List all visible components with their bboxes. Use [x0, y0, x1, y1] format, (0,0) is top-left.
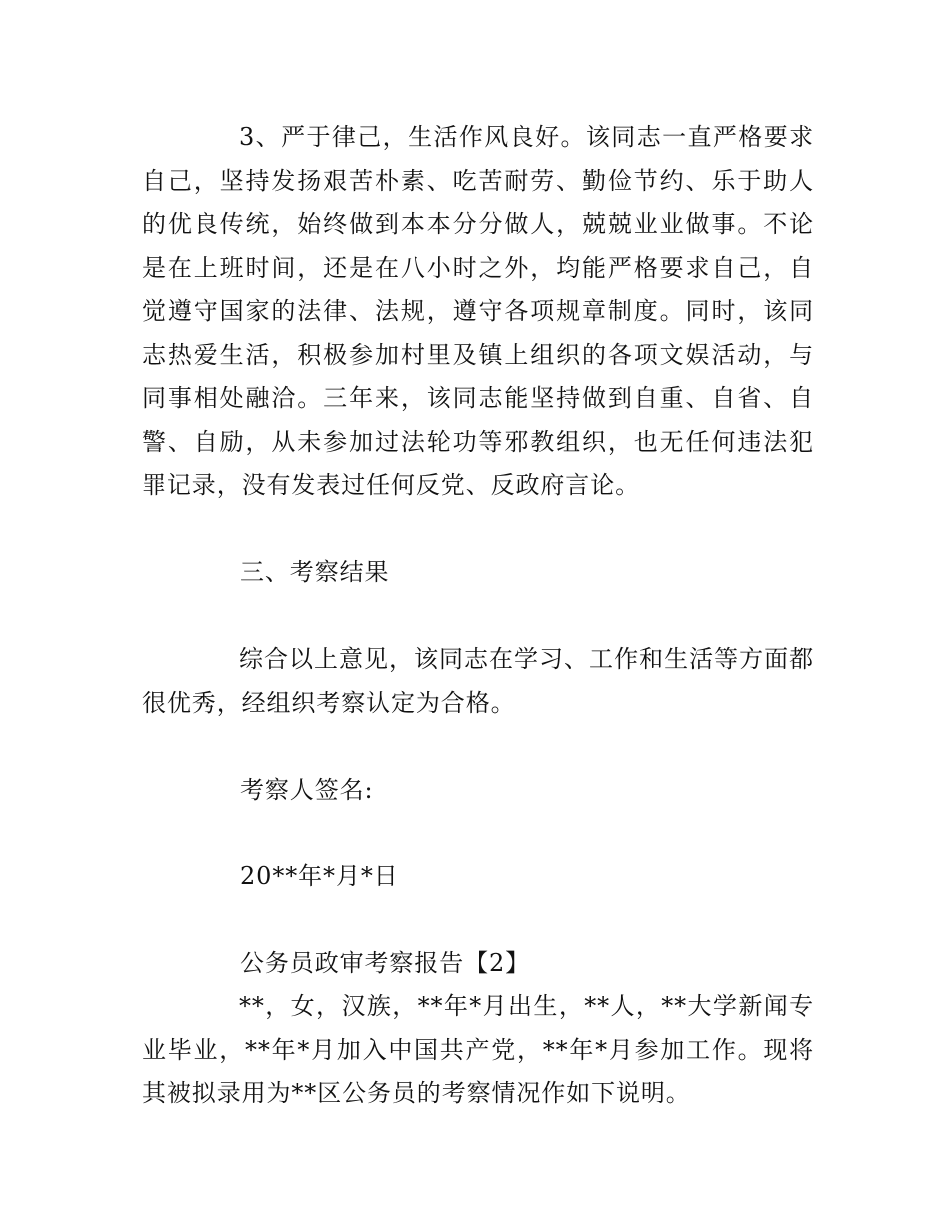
report-title-2: 公务员政审考察报告【2】 — [240, 949, 531, 977]
paragraph-self-discipline: 3、严于律己，生活作风良好。该同志一直严格要求自己，坚持发扬艰苦朴素、吃苦耐劳、勤俭节约、乐于助人的优良传统，始终做到本本分分做人，兢兢业业做事。不论是在上班时间，还是在八小时之外，均能严格要求自己，自觉遵守国家的法律、法规，遵守各项规章制度。同时，该同志热爱生活，积极参加村里及镇上组织的各项文娱活动，与同事相处融洽。三年来，该同志能坚持做到自重、自省、自警、自励，从未参加过法轮功等邪教组织，也无任何违法犯罪记录，没有发表过任何反党、反政府言论。 — [142, 123, 814, 499]
date-line: 20**年*月*日 — [240, 862, 399, 890]
paragraph-conclusion: 综合以上意见，该同志在学习、工作和生活等方面都很优秀，经组织考察认定为合格。 — [142, 645, 814, 717]
section-heading-results: 三、考察结果 — [240, 558, 390, 586]
signature-label: 考察人签名: — [240, 776, 374, 804]
paragraph-report-2-intro: **，女，汉族，**年*月出生，**人，**大学新闻专业毕业，**年*月加入中国共产党，**年*月参加工作。现将其被拟录用为**区公务员的考察情况作如下说明。 — [142, 992, 814, 1107]
